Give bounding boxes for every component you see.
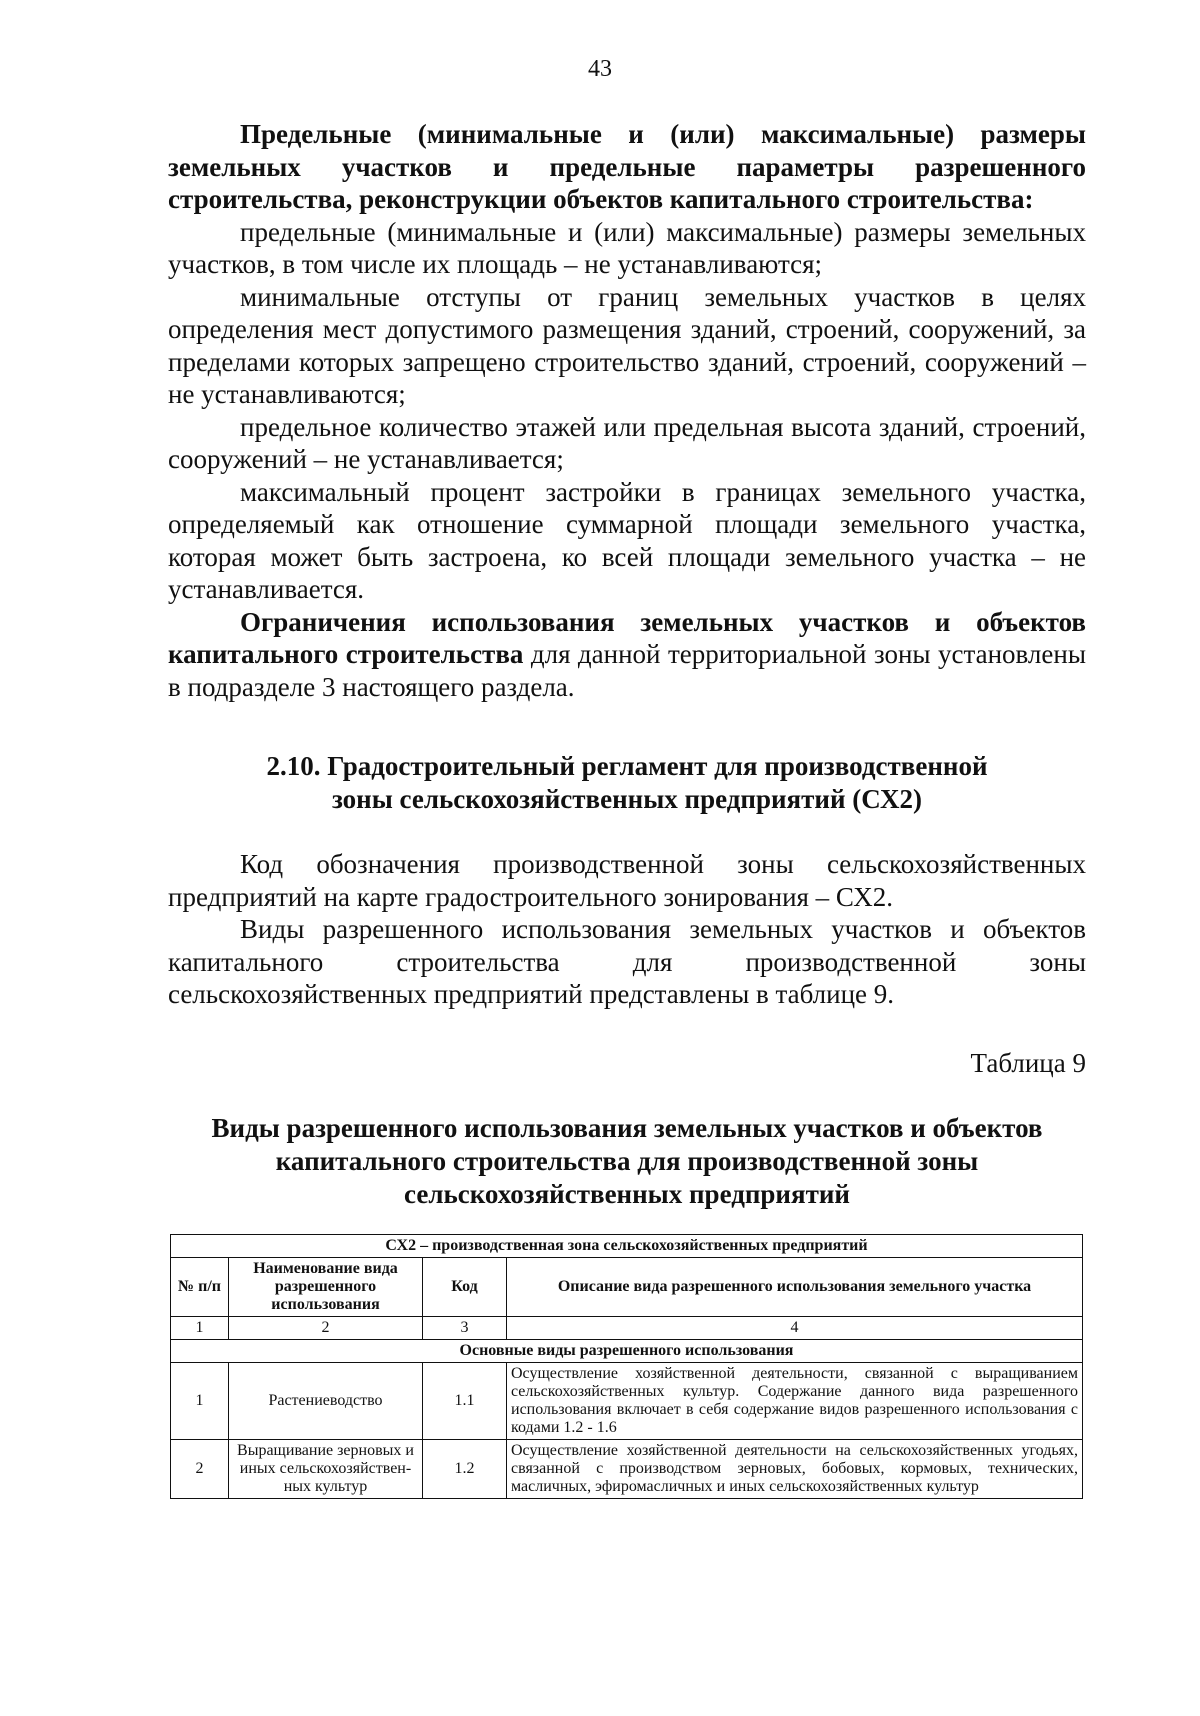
row-code: 1.1 <box>423 1363 507 1440</box>
zone-header-cell: СХ2 – производственная зона сельскохозяйственных предприятий <box>171 1235 1083 1258</box>
parameters-paragraph-4: максимальный процент застройки в границах земельного участка, определяемый как отношение суммарной площади земельного участка, которая может быть застроена, ко всей площади земельного участка – не устанавливается. <box>168 476 1086 604</box>
section-title-line-1: 2.10. Градостроительный регламент для производственной <box>266 751 988 781</box>
table-zone-header-row <box>171 1235 1083 1258</box>
column-index-1: 1 <box>171 1317 229 1340</box>
section-body <box>168 848 1086 1011</box>
restrictions-text: для данной территориальной зоны установлены в подразделе 3 настоящего раздела. <box>168 639 1086 702</box>
row-name: Растениеводство <box>229 1363 423 1440</box>
row-code: 1.2 <box>423 1440 507 1499</box>
parameters-paragraph-2: минимальные отступы от границ земельных участков в целях определения мест допустимого размещения зданий, строений, сооружений, за пределами которых запрещено строительство зданий, строений, сооружений – не устанавливаются; <box>168 281 1086 409</box>
parameters-paragraph-3: предельное количество этажей или предельная высота зданий, строений, сооружений – не устанавливается; <box>168 411 1086 474</box>
row-name: Выращивание зерновых и иных сельскохозяйствен-ных культур <box>229 1440 423 1499</box>
table-caption: Таблица 9 <box>970 1048 1086 1078</box>
land-use-table <box>170 1234 1083 1499</box>
page-number: 43 <box>588 56 612 82</box>
table-title-line-1: Виды разрешенного использования земельных участков и объектов <box>211 1113 1043 1143</box>
row-description: Осуществление хозяйственной деятельности на сельскохозяйственных угодьях, связанной с производством зерновых, бобовых, кормовых, технических, масличных, эфиромасличных и иных сельскохозяйственных культур <box>507 1440 1083 1499</box>
section-title <box>168 750 1086 816</box>
restrictions-bold-text: Ограничения использования земельных участков и объектов капитального строительства <box>168 606 1086 669</box>
parameters-paragraph-1: предельные (минимальные и (или) максимальные) размеры земельных участков, в том числе их площадь – не устанавливаются; <box>168 216 1086 279</box>
section-paragraph-1: Код обозначения производственной зоны сельскохозяйственных предприятий на карте градостроительного зонирования – СХ2. <box>168 849 1086 912</box>
row-number: 1 <box>171 1363 229 1440</box>
table-column-index-row <box>171 1317 1083 1340</box>
column-index-3: 3 <box>423 1317 507 1340</box>
section-title-line-2: зоны сельскохозяйственных предприятий (СХ2) <box>331 784 923 814</box>
table-column-header-row <box>171 1258 1083 1317</box>
table-row <box>171 1363 1083 1440</box>
row-number: 2 <box>171 1440 229 1499</box>
table-row <box>171 1440 1083 1499</box>
table-title-line-2: капитального строительства для производственной зоны <box>275 1146 979 1176</box>
group-header-cell: Основные виды разрешенного использования <box>171 1340 1083 1363</box>
section-paragraph-2: Виды разрешенного использования земельных участков и объектов капитального строительства для производственной зоны сельскохозяйственных предприятий представлены в таблице 9. <box>168 914 1086 1009</box>
column-header-number: № п/п <box>171 1258 229 1317</box>
table-group-header-row <box>171 1340 1083 1363</box>
row-description: Осуществление хозяйственной деятельности, связанной с выращиванием сельскохозяйственных культур. Содержание данного вида разрешенного использования включает в себя содержание видов разрешенного использования с кодами 1.2 - 1.6 <box>507 1363 1083 1440</box>
column-index-2: 2 <box>229 1317 423 1340</box>
column-header-name: Наименование вида разрешенного использования <box>229 1258 423 1317</box>
column-header-code: Код <box>423 1258 507 1317</box>
land-parameters-block <box>168 118 1086 703</box>
column-index-4: 4 <box>507 1317 1083 1340</box>
table-title-line-3: сельскохозяйственных предприятий <box>404 1179 850 1209</box>
parameters-heading: Предельные (минимальные и (или) максимальные) размеры земельных участков и предельные параметры разрешенного строительства, реконструкции объектов капитального строительства: <box>168 119 1086 214</box>
table-title <box>150 1112 1104 1211</box>
restrictions-paragraph <box>168 606 1086 704</box>
column-header-description: Описание вида разрешенного использования земельного участка <box>507 1258 1083 1317</box>
